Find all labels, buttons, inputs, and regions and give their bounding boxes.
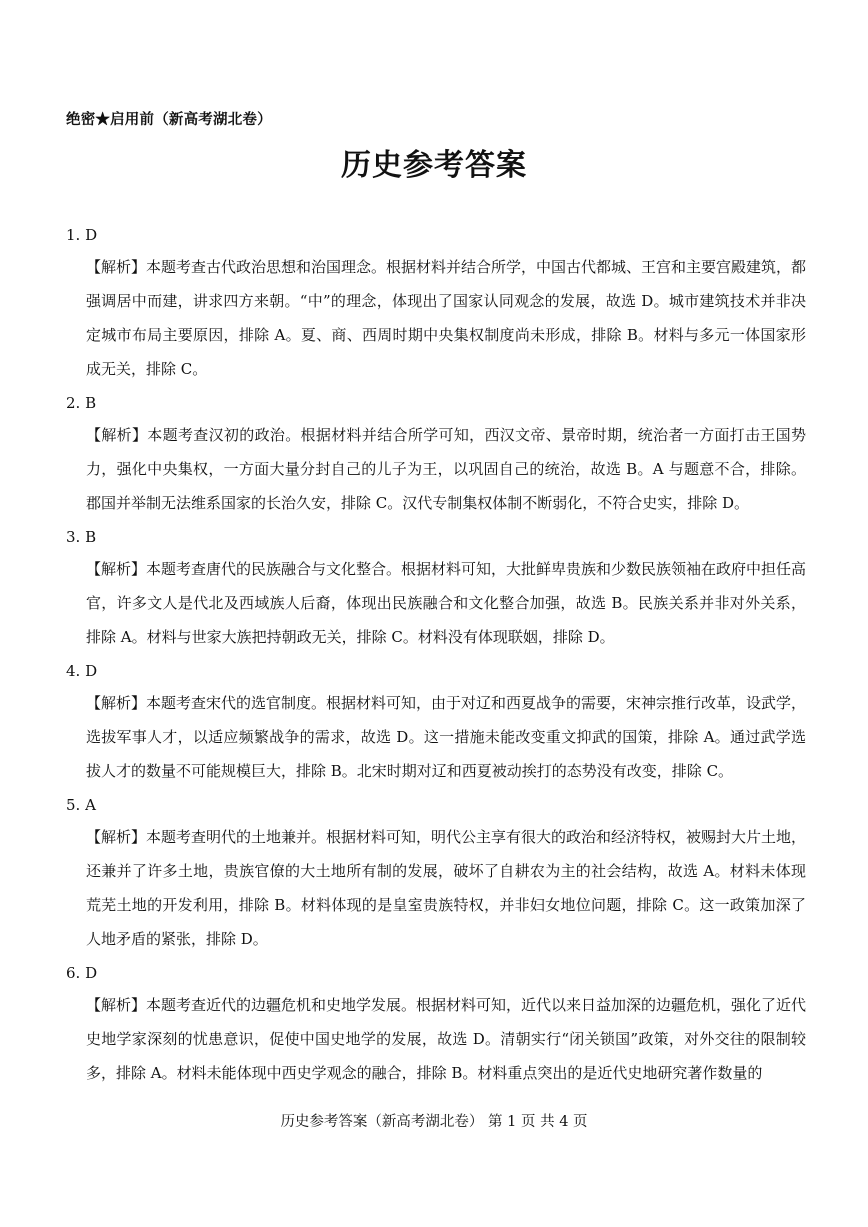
answer-number: 3. B <box>66 528 97 546</box>
answer-item <box>66 220 806 386</box>
answer-item <box>66 790 806 956</box>
answer-list <box>66 220 806 1092</box>
answer-number: 1. D <box>66 226 98 244</box>
answer-number: 2. B <box>66 394 97 412</box>
page-footer: 历史参考答案（新高考湖北卷） 第 1 页 共 4 页 <box>280 1114 588 1130</box>
answer-explanation: 【解析】本题考查明代的土地兼并。根据材料可知，明代公主享有很大的政治和经济特权，被赐封大片土地，还兼并了许多土地，贵族官僚的大土地所有制的发展，破坏了自耕农为主的社会结构，故选 A。材料未体现荒芜土地的开发利用，排除 B。材料体现的是皇室贵族特权，并非妇女地位问题，排除 C。这一政策加深了人地矛盾的紧张，排除 D。 <box>86 828 807 948</box>
answer-explanation: 【解析】本题考查近代的边疆危机和史地学发展。根据材料可知，近代以来日益加深的边疆危机，强化了近代史地学家深刻的忧患意识，促使中国史地学的发展，故选 D。清朝实行“闭关锁国”政策，对外交往的限制较多，排除 A。材料未能体现中西史学观念的融合，排除 B。材料重点突出的是近代史地研究著作数量的 <box>86 996 807 1082</box>
confidential-label: 绝密★启用前（新高考湖北卷） <box>66 111 272 128</box>
answer-number: 5. A <box>66 796 96 814</box>
answer-explanation: 【解析】本题考查汉初的政治。根据材料并结合所学可知，西汉文帝、景帝时期，统治者一方面打击王国势力，强化中央集权，一方面大量分封自己的儿子为王，以巩固自己的统治，故选 B。A 与题意不合，排除。郡国并举制无法维系国家的长治久安，排除 C。汉代专制集权体制不断弱化，不符合史实，排除 D。 <box>86 426 806 512</box>
answer-item <box>66 958 806 1090</box>
answer-number: 6. D <box>66 964 98 982</box>
answer-item <box>66 522 806 654</box>
answer-number: 4. D <box>66 662 98 680</box>
answer-explanation: 【解析】本题考查古代政治思想和治国理念。根据材料并结合所学，中国古代都城、王宫和主要宫殿建筑，都强调居中而建，讲求四方来朝。“中”的理念，体现出了国家认同观念的发展，故选 D。城市建筑技术并非决定城市布局主要原因，排除 A。夏、商、西周时期中央集权制度尚未形成，排除 B。材料与多元一体国家形成无关，排除 C。 <box>86 258 807 378</box>
page-title: 历史参考答案 <box>341 148 527 183</box>
answer-item <box>66 656 806 788</box>
answer-explanation: 【解析】本题考查唐代的民族融合与文化整合。根据材料可知，大批鲜卑贵族和少数民族领袖在政府中担任高官，许多文人是代北及西域族人后裔，体现出民族融合和文化整合加强，故选 B。民族关系并非对外关系，排除 A。材料与世家大族把持朝政无关，排除 C。材料没有体现联姻，排除 D。 <box>86 560 807 646</box>
answer-item <box>66 388 806 520</box>
answer-explanation: 【解析】本题考查宋代的选官制度。根据材料可知，由于对辽和西夏战争的需要，宋神宗推行改革，设武学，选拔军事人才，以适应频繁战争的需求，故选 D。这一措施未能改变重文抑武的国策，排除 A。通过武学选拔人才的数量不可能规模巨大，排除 B。北宋时期对辽和西夏被动挨打的态势没有改变，排除 C。 <box>86 694 807 780</box>
